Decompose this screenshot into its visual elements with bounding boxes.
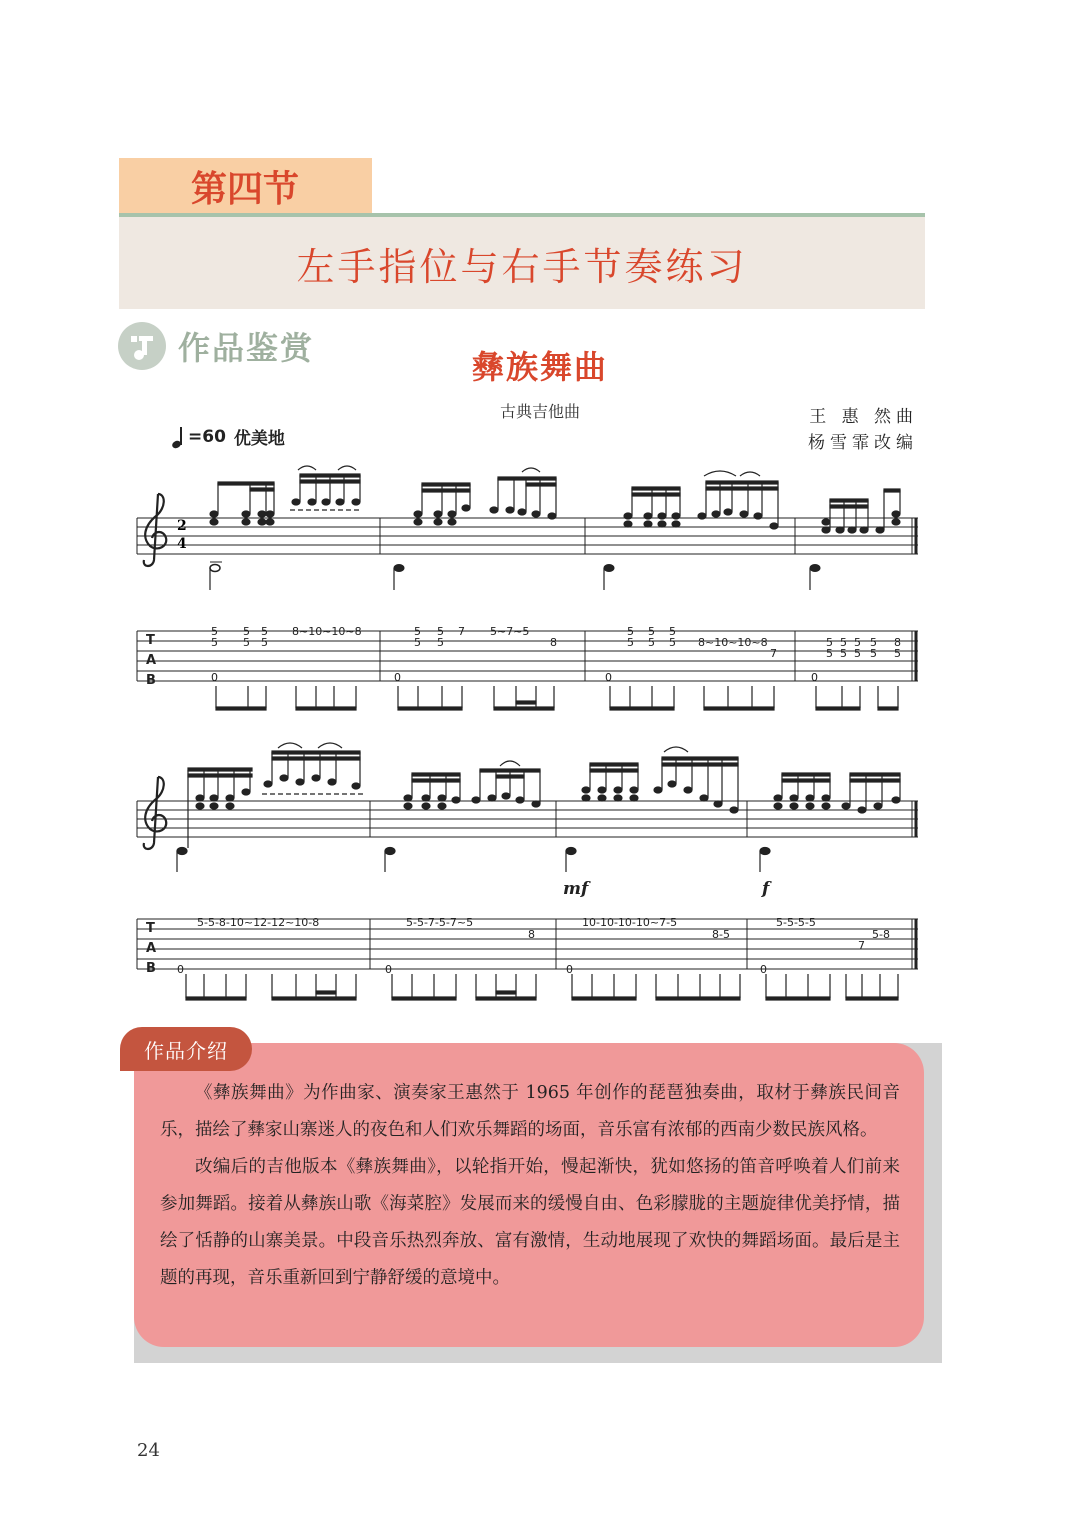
tab-fret: 5 <box>243 625 250 638</box>
tab-fret: 0 <box>566 963 573 976</box>
tab-fret: 8 <box>894 636 901 649</box>
tab-fret: 5 <box>261 636 268 649</box>
section-title: 左手指位与右手节奏练习 <box>296 244 748 289</box>
tab-fret: 0 <box>211 671 218 684</box>
tab-fret: 0 <box>811 671 818 684</box>
tab-fret: 5 <box>414 636 421 649</box>
tab-letter-b: B <box>146 961 156 976</box>
time-signature-top: 2 <box>177 518 187 534</box>
tab-fret: 5 <box>669 625 676 638</box>
tab-fret: 7 <box>858 939 865 952</box>
tab-fret: 0 <box>177 963 184 976</box>
tab-fret: 5 <box>854 647 861 660</box>
dynamic-mf: mf <box>563 879 589 899</box>
tab-fret: 5-5-8-10~12-12~10-8 <box>197 916 320 929</box>
tab-fret: 8~10~10~8 <box>698 636 768 649</box>
tablature-line-2 <box>137 916 918 1000</box>
tab-letter-b: B <box>146 673 156 688</box>
dynamic-f: f <box>762 879 770 899</box>
tab-fret: 5-5-5-5 <box>776 916 816 929</box>
tab-letter-a: A <box>146 941 157 956</box>
tab-fret: 8 <box>550 636 557 649</box>
tab-letter-t: T <box>146 633 155 648</box>
tab-fret: 0 <box>760 963 767 976</box>
tab-fret: 5-5-7-5-7~5 <box>406 916 474 929</box>
tab-fret: 5~7~5 <box>490 625 530 638</box>
arranger-credit: 杨雪霏改编 <box>808 433 918 453</box>
tab-fret: 0 <box>385 963 392 976</box>
tab-fret: 5 <box>437 636 444 649</box>
treble-clef-icon <box>144 494 167 566</box>
tab-fret: 5 <box>648 636 655 649</box>
staff-line-2 <box>137 743 918 899</box>
intro-text <box>160 1075 900 1297</box>
tab-fret: 8 <box>528 928 535 941</box>
staff-line-1 <box>137 466 918 590</box>
tab-fret: 5 <box>627 625 634 638</box>
tab-fret: 8-5 <box>712 928 730 941</box>
appreciation-label: 作品鉴赏 <box>178 329 315 367</box>
tab-fret: 5 <box>627 636 634 649</box>
piece-title: 彝族舞曲 <box>471 348 608 386</box>
tablature-line-1 <box>137 625 918 710</box>
tab-fret: 5 <box>826 636 833 649</box>
intro-paragraph-1: 《彝族舞曲》为作曲家、演奏家王惠然于 1965 年创作的琵琶独奏曲，取材于彝族民间音乐，描绘了彝家山寨迷人的夜色和人们欢乐舞蹈的场面，音乐富有浓郁的西南少数民族风格。 <box>160 1083 900 1140</box>
tab-fret: 5-8 <box>872 928 890 941</box>
tab-fret: 7 <box>458 625 465 638</box>
tab-fret: 5 <box>669 636 676 649</box>
tab-fret: 0 <box>394 671 401 684</box>
tab-fret: 5 <box>840 636 847 649</box>
tab-fret: 5 <box>894 647 901 660</box>
tab-fret: 5 <box>414 625 421 638</box>
tab-fret: 5 <box>870 636 877 649</box>
tab-fret: 5 <box>243 636 250 649</box>
tab-letter-t: T <box>146 921 155 936</box>
tab-fret: 5 <box>437 625 444 638</box>
tab-fret: 5 <box>840 647 847 660</box>
tab-fret: 5 <box>870 647 877 660</box>
time-signature-bottom: 4 <box>177 536 187 552</box>
tab-fret: 8~10~10~8 <box>292 625 362 638</box>
intro-paragraph-2: 改编后的吉他版本《彝族舞曲》，以轮指开始，慢起渐快，犹如悠扬的笛音呼唤着人们前来参加舞蹈。接着从彝族山歌《海菜腔》发展而来的缓慢自由、色彩朦胧的主题旋律优美抒情，描绘了恬静的山寨美景。中段音乐热烈奔放、富有激情，生动地展现了欢快的舞蹈场面。最后是主题的再现，音乐重新回到宁静舒缓的意境中。 <box>160 1157 900 1288</box>
tab-fret: 5 <box>211 636 218 649</box>
tab-fret: 5 <box>826 647 833 660</box>
tab-fret: 5 <box>261 625 268 638</box>
section-number: 第四节 <box>191 168 300 210</box>
tab-fret: 5 <box>854 636 861 649</box>
intro-label-tab <box>120 1027 252 1071</box>
tab-letter-a: A <box>146 653 157 668</box>
tab-fret: 5 <box>648 625 655 638</box>
piece-subtitle: 古典吉他曲 <box>499 402 580 421</box>
intro-label: 作品介绍 <box>144 1038 228 1063</box>
tempo-expression: 优美地 <box>233 429 285 449</box>
tab-fret: 7 <box>770 647 777 660</box>
page-number: 24 <box>137 1440 160 1461</box>
composer-credit: 王 惠 然曲 <box>809 407 918 427</box>
tab-fret: 0 <box>605 671 612 684</box>
tab-fret: 10-10-10-10~7-5 <box>582 916 678 929</box>
tempo-value: =60 <box>188 426 226 447</box>
tab-fret: 5 <box>211 625 218 638</box>
treble-clef-icon <box>144 777 167 849</box>
